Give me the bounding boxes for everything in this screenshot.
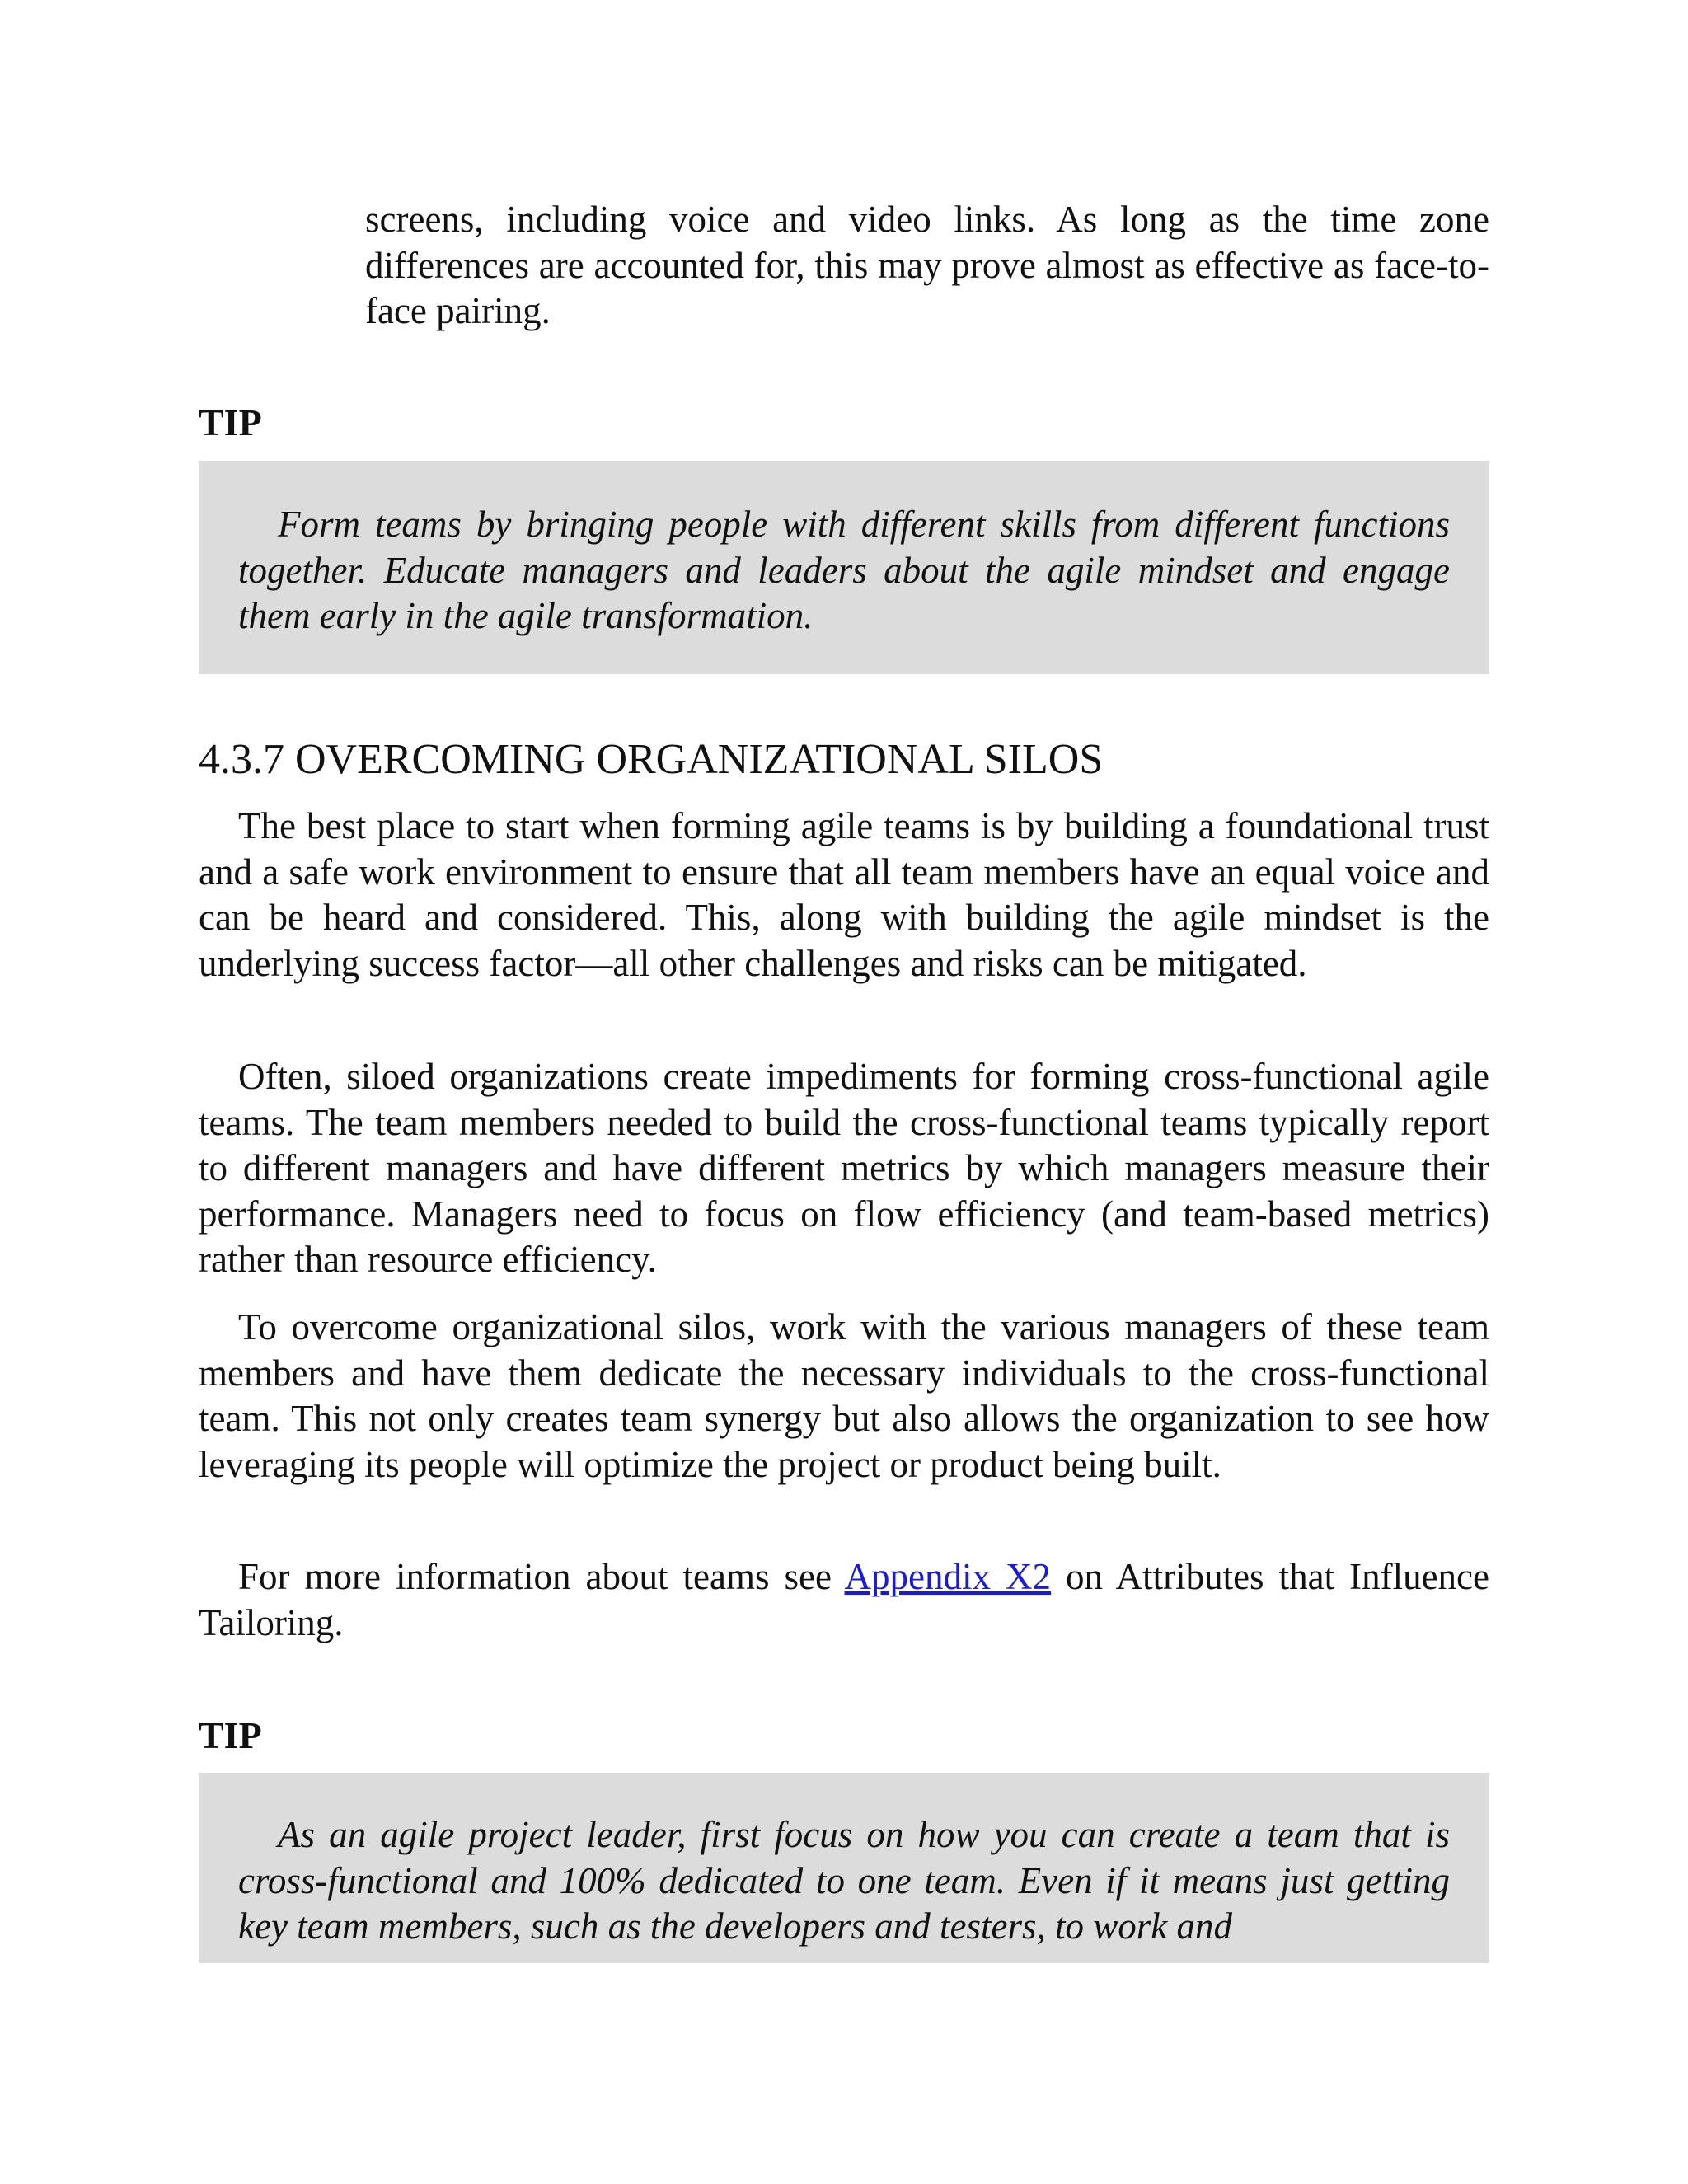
more-info-text: For more information about teams see <box>238 1556 845 1597</box>
tip-label: TIP <box>199 401 262 443</box>
tip-box <box>199 461 1489 674</box>
body-paragraph: Often, siloed organizations create impediments for forming cross-functional agile teams. The team members needed to build the cross-functional teams typically report to different managers and have different metrics by which managers measure their performance. Managers need to focus on flow efficiency (and team-based metrics) rather than resource efficiency. <box>199 1056 1489 1280</box>
body-paragraph: The best place to start when forming agile teams is by building a foundational trust and a safe work environment to ensure that all team members have an equal voice and can be heard and considered. This, along with building the agile mindset is the underlying success factor—all other challenges and risks can be mitigated. <box>199 805 1489 984</box>
appendix-x2-link[interactable]: Appendix X2 <box>844 1556 1052 1597</box>
continuation-paragraph: screens, including voice and video links. As long as the time zone differences are accounted for, this may prove almost as effective as face-to-face pairing. <box>365 199 1489 331</box>
tip-text: As an agile project leader, first focus on how you can create a team that is cross-functional and 100% dedicated to one team. Even if it means just getting key team members, such as the developers and testers, to work and <box>238 1814 1450 1947</box>
tip-text: Form teams by bringing people with different skills from different functions together. Educate managers and leaders about the agile mindset and engage them early in the agile transformation. <box>238 504 1450 636</box>
tip-label: TIP <box>199 1714 262 1756</box>
tip-box <box>199 1773 1489 1963</box>
body-paragraph: To overcome organizational silos, work with the various managers of these team members and have them dedicate the necessary individuals to the cross-functional team. This not only creates team synergy but also allows the organization to see how leveraging its people will optimize the project or product being built. <box>199 1306 1489 1485</box>
more-info-paragraph <box>199 1554 1489 1646</box>
more-info-text-end: on Attributes that Influence Tailoring. <box>199 1556 1489 1643</box>
section-heading: 4.3.7 OVERCOMING ORGANIZATIONAL SILOS <box>199 736 1104 783</box>
